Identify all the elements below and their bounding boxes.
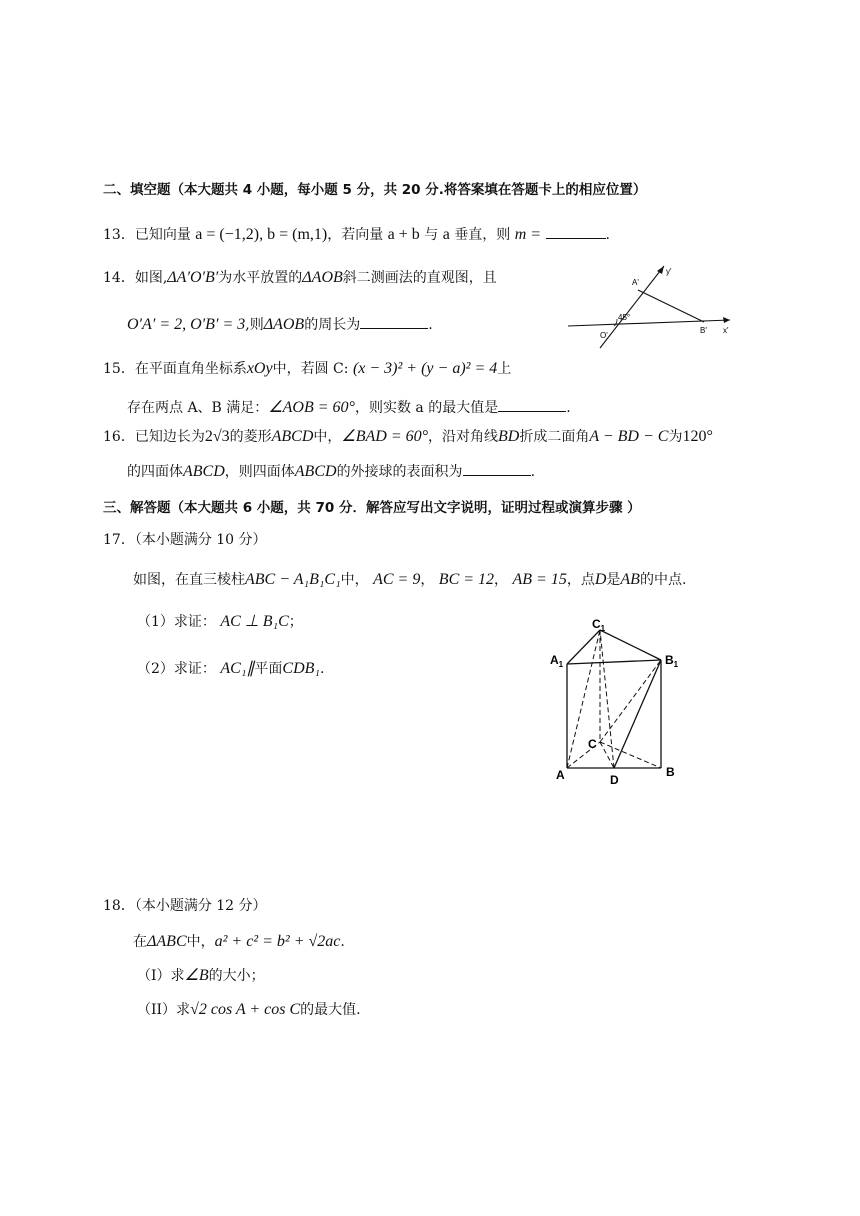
text: 的菱形 [229,429,272,445]
math-parallel: AC₁∥ [220,660,255,677]
math-triangle: ΔAOB [302,269,343,286]
label-b1: $B_1$ [665,653,679,669]
math-triangle-prime: ΔA′O′B′ [167,269,219,286]
math-angle-b: ∠B [184,967,209,984]
text: 已知边长为 [134,429,205,445]
math-side-length: 2√3 [204,428,230,445]
math-angle: ∠AOB = 60° [268,399,355,416]
question-14-line-1 [103,268,497,288]
text: 的周长为 [304,317,361,333]
math-prism: ABC − A₁B₁C₁ [245,571,341,588]
math-plane: CDB₁ [282,660,320,677]
question-15-line-2 [127,397,571,418]
text: 为 [668,429,683,445]
text: 在平面直角坐标系 [134,361,247,377]
angle-arc [614,319,617,326]
math-dihedral-angle: 120° [682,428,713,445]
period: . [566,400,571,416]
label-c: C [588,737,597,751]
label-d: D [610,773,619,787]
text: ，沿对角线 [428,429,499,445]
part-label: （II）求 [137,1002,191,1018]
question-18-part-2 [137,1000,361,1020]
text: 中，若圆 C: [272,361,349,377]
score: （本小题满分 12 分） [134,898,267,914]
math-bc: BC = 12 [438,571,495,588]
text: 上 [497,361,512,377]
question-14-line-2 [127,314,433,335]
edge-c-d [600,742,614,768]
vector-definitions: a = (−1,2), b = (m,1) [195,226,328,243]
question-18-stem [133,932,345,952]
label-c1: $C_1$ [592,617,606,633]
section-2-heading: 二、填空题（本大题共 4 小题，每小题 5 分，共 20 分.将答案填在答题卡上的相应位置） [103,182,647,198]
text: 的大小； [208,968,265,984]
text: 折成二面角 [519,429,590,445]
text: 是 [606,572,621,588]
question-13 [103,224,610,245]
math-lengths: O′A′ = 2, O′B′ = 3 [127,316,246,333]
text: ，若向量 [327,227,384,243]
question-18-part-1 [137,966,265,986]
text: ，则实数 a 的最大值是 [354,400,499,416]
edge-c1-b1 [600,630,661,660]
question-15-line-1 [103,359,511,379]
label-a1: $A_1$ [550,653,564,669]
text: 斜二测画法的直观图，且 [342,270,497,286]
text: 如图，在直三棱柱 [133,572,245,588]
text: 的四面体 [127,464,183,480]
question-number: 18． [103,898,135,914]
text: ，点 [566,572,595,588]
question-16-line-1 [103,427,713,447]
math-circle-equation: (x − 3)² + (y − a)² = 4 [352,360,498,377]
text: 的最大值. [300,1002,361,1018]
label-b-prime: B' [700,326,707,335]
vector-sum: a + b [387,226,420,243]
answer-variable: m = [514,226,542,243]
score: （本小题满分 10 分） [134,532,267,548]
edge-d-c1 [600,630,614,768]
text: 已知向量 [134,227,191,243]
math-ac: AC = 9 [373,571,421,588]
math-diagonal: BD [498,428,520,445]
question-number: 13． [103,227,135,243]
answer-blank[interactable] [546,224,606,239]
text: 如图, [134,270,168,286]
text: 与 [424,227,439,243]
text: 为水平放置的 [218,270,303,286]
math-rhombus: ABCD [271,428,314,445]
math-plane: xOy [246,360,273,377]
question-17-part-1 [137,612,303,632]
text: 的外接球的表面积为 [336,464,463,480]
part-label: （1）求证： [137,614,216,630]
question-17-part-2 [137,659,324,679]
text: 存在两点 A、B 满足： [127,400,269,416]
answer-blank[interactable] [463,461,531,476]
x-axis-arrow [723,317,730,323]
math-tetrahedron: ABCD [294,463,337,480]
text: 中， [313,429,342,445]
text: . [319,661,325,677]
math-tetrahedron: ABCD [183,463,225,480]
period: . [605,227,610,243]
text: 在 [133,934,147,950]
math-expression: √2 cos A + cos C [190,1001,301,1018]
section-3-heading: 三、解答题（本大题共 6 小题，共 70 分．解答应写出文字说明，证明过程或演算步骤 ） [103,500,641,516]
question-number: 14． [103,270,135,286]
label-b: B [666,765,675,779]
math-triangle: ΔAOB [263,316,305,333]
text: 中， [340,572,369,588]
answer-blank[interactable] [360,314,428,329]
question-number: 17． [103,532,135,548]
segment-a-b [638,290,704,322]
math-triangle: ΔABC [147,933,187,950]
math-d: D [594,571,607,588]
label-x-prime: x' [723,326,729,335]
period: . [428,317,433,333]
text: ,则 [245,317,264,333]
text: 中， [186,934,215,950]
math-ab: AB = 15 [512,571,567,588]
label-o-prime: O' [600,331,608,340]
label-y-prime: y' [666,267,672,276]
question-16-line-2 [127,461,535,482]
question-17-stem [133,570,686,590]
question-number: 15． [103,361,135,377]
triangular-prism-figure [548,612,688,790]
edge-a1-b1 [567,660,661,664]
label-a: A [556,768,565,782]
text: 垂直，则 [454,227,511,243]
text: 平面 [254,661,283,677]
label-angle: 45° [618,313,631,322]
part-label: （I）求 [137,968,185,984]
text: . [340,934,345,950]
math-equation: a² + c² = b² + √2ac [214,933,341,950]
math-dihedral: A − BD − C [589,428,669,445]
edge-a1-c1 [567,630,600,664]
text: ； [288,614,303,630]
question-18-header [103,896,267,916]
edge-c-b [600,742,661,768]
text: ， [494,572,509,588]
text: ， [420,572,435,588]
label-a-prime: A' [632,278,639,287]
math-perpendicular: AC ⊥ B₁C [220,613,289,630]
math-ab-segment: AB [620,571,640,588]
question-17-header [103,530,267,550]
oblique-projection-figure [560,258,740,350]
answer-blank[interactable] [498,397,566,412]
vector-a: a [442,226,450,243]
math-angle: ∠BAD = 60° [341,428,429,445]
text: ，则四面体 [224,464,295,480]
part-label: （2）求证： [137,661,216,677]
period: . [530,464,536,480]
text: 的中点. [639,572,687,588]
question-number: 16． [103,429,135,445]
